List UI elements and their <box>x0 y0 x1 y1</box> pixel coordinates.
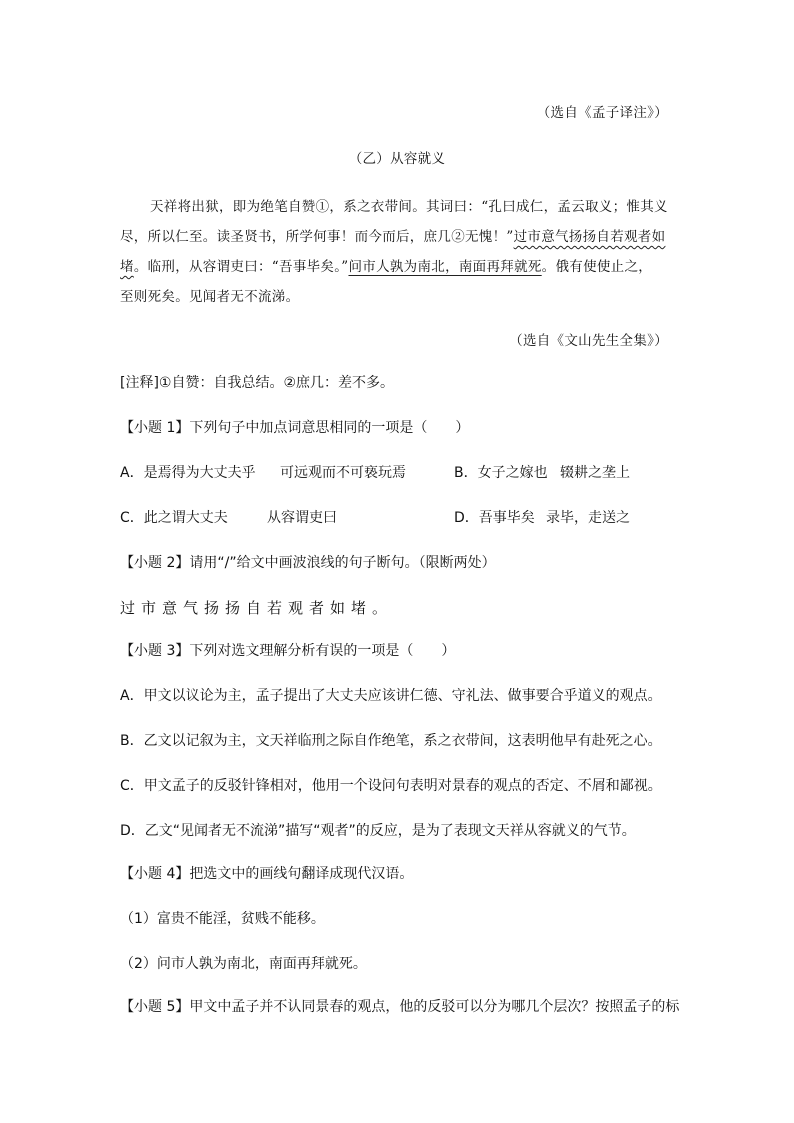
passage-line-2 <box>120 227 665 247</box>
question-3-stem: 【小题 3】下列对选文理解分析有误的一项是（ ） <box>120 643 456 659</box>
question-3-option-a: A．甲文以议论为主，孟子提出了大丈夫应该讲仁德、守礼法、做事要合乎道义的观点。 <box>120 688 662 704</box>
source-citation-mengzi: （选自《孟子译注》） <box>536 105 668 121</box>
question-3-option-b: B．乙文以记叙为主，文天祥临刑之际自作绝笔，系之衣带间，这表明他早有赴死之心。 <box>120 733 662 749</box>
question-2-sentence: 过市意气扬扬自若观者如堵。 <box>120 599 394 617</box>
question-3-option-d: D．乙文“见闻者无不流涕”描写“观者”的反应，是为了表现文天祥从容就义的气节。 <box>120 823 636 839</box>
underlined-sentence: 问市人孰为南北，南面再拜就死 <box>348 259 542 275</box>
question-1-stem: 【小题 1】下列句子中加点词意思相同的一项是（ ） <box>120 420 470 436</box>
wavy-underlined-sentence-part-1: 过市意气扬扬自若观者如 <box>513 229 666 245</box>
passage-line-3-text-b: 。俄有使使止之， <box>541 259 653 275</box>
option-d-part-1: D．吾事毕矣 <box>454 510 535 526</box>
passage-line-3-text-a: 。临刑，从容谓吏曰：“吾事毕矣。” <box>133 259 349 275</box>
option-b-part-2: 辍耕之垄上 <box>560 465 630 481</box>
question-2-stem: 【小题 2】请用“/”给文中画波浪线的句子断句。（限断两处） <box>120 555 496 571</box>
option-a-part-1: A．是焉得为大丈夫乎 <box>120 465 256 481</box>
option-c-part-2: 从容谓吏曰 <box>267 510 337 526</box>
option-d-part-2: 录毕，走送之 <box>546 510 630 526</box>
section-title-yi: （乙）从容就义 <box>348 151 446 167</box>
passage-line-3 <box>120 257 652 277</box>
option-a-part-2: 可远观而不可亵玩焉 <box>280 465 406 481</box>
question-1-option-c <box>120 508 630 528</box>
wavy-underlined-sentence-part-2: 堵 <box>120 259 134 275</box>
passage-line-2-text: 尽，所以仁至。读圣贤书，所学何事！而今而后，庶几②无愧！” <box>120 229 514 245</box>
annotation-note: [注释]①自赞：自我总结。②庶几：差不多。 <box>120 375 395 391</box>
passage-line-1: 天祥将出狱，即为绝笔自赞①，系之衣带间。其词曰：“孔曰成仁，孟云取义；惟其义 <box>150 199 668 215</box>
passage-line-4: 至则死矣。见闻者无不流涕。 <box>120 289 300 305</box>
source-citation-wenshan: （选自《文山先生全集》） <box>509 333 668 349</box>
option-b-part-1: B．女子之嫁也 <box>454 465 548 481</box>
question-3-option-c: C．甲文孟子的反驳针锋相对，他用一个设问句表明对景春的观点的否定、不屑和鄙视。 <box>120 778 662 794</box>
question-4-stem: 【小题 4】把选文中的画线句翻译成现代汉语。 <box>120 866 414 882</box>
option-c-part-1: C．此之谓大丈夫 <box>120 510 228 526</box>
question-5-stem: 【小题 5】甲文中孟子并不认同景春的观点，他的反驳可以分为哪几个层次？按照孟子的标 <box>120 999 680 1015</box>
question-4-item-1: （1）富贵不能淫，贫贱不能移。 <box>120 911 325 927</box>
question-1-option-a <box>120 463 630 483</box>
question-4-item-2: （2）问市人孰为南北，南面再拜就死。 <box>120 956 367 972</box>
